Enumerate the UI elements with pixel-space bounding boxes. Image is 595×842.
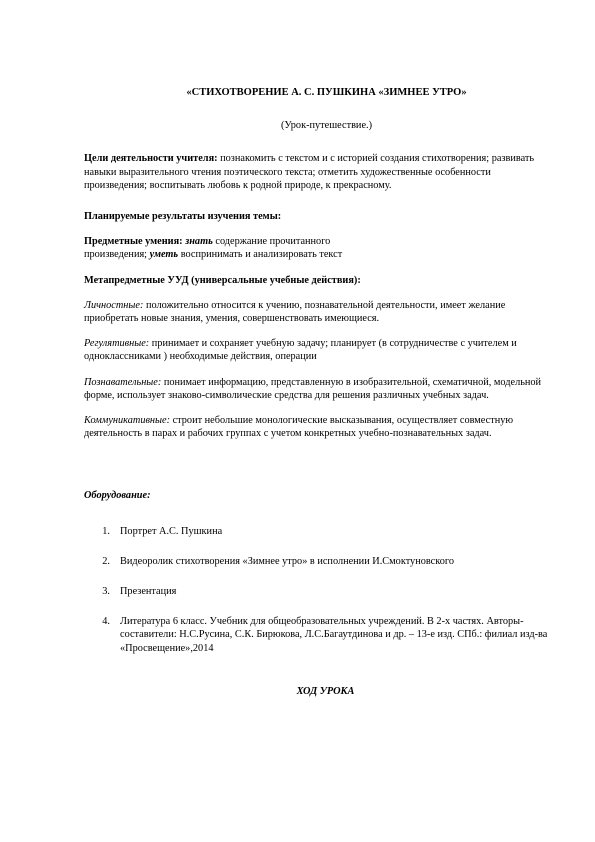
know-word: знать xyxy=(185,236,213,248)
equipment-list xyxy=(84,525,555,655)
document-title: «СТИХОТВОРЕНИЕ А. С. ПУШКИНА «ЗИМНЕЕ УТРО» xyxy=(186,87,467,98)
list-item xyxy=(84,615,555,655)
communicative-label: Коммуникативные: xyxy=(84,415,171,427)
list-item-text: Портрет А.С. Пушкина xyxy=(120,525,223,537)
list-item-text: Видеоролик стихотворения «Зимнее утро» в исполнении И.Смоктуновского xyxy=(120,555,454,567)
meta-heading: Метапредметные УУД (универсальные учебные действия): xyxy=(84,274,361,286)
list-item-number: 2. xyxy=(102,555,110,567)
cognitive-text: понимает информацию, представленную в изобразительной, схематичной, модельной форме, использует знаково-символические средства для решения различных учебных задач. xyxy=(84,376,542,401)
know-text: содержание прочитанного xyxy=(212,236,331,248)
list-item-text: Презентация xyxy=(120,586,177,598)
can-word: уметь xyxy=(149,249,179,261)
goals-text: познакомить с текстом и с историей создания стихотворения; развивать навыки выразительного чтения поэтического текста; отметить художественные особенности произведения; воспитывать любовь к родной природе, к прекрасному. xyxy=(84,153,535,191)
cognitive-uud xyxy=(84,376,555,402)
regulatory-uud xyxy=(84,337,555,363)
can-text: воспринимать и анализировать текст xyxy=(178,249,343,261)
list-item xyxy=(84,525,555,538)
document-subtitle: (Урок-путешествие.) xyxy=(280,120,373,132)
personal-text: положительно относится к учению, познавательной деятельности, имеет желание приобретать новые знания, умения, совершенствовать имеющиеся. xyxy=(84,299,506,325)
subject-line2-start: произведения; xyxy=(84,249,150,261)
list-item xyxy=(84,585,555,598)
equipment-heading: Оборудование: xyxy=(84,490,151,502)
list-item xyxy=(84,555,555,568)
communicative-uud xyxy=(84,414,555,440)
list-item-number: 4. xyxy=(102,616,110,628)
planned-results-heading: Планируемые результаты изучения темы: xyxy=(84,211,282,223)
cognitive-label: Познавательные: xyxy=(84,376,162,388)
goals-label: Цели деятельности учителя: xyxy=(84,153,218,165)
list-item-number: 1. xyxy=(102,525,110,537)
list-item-text: Литература 6 класс. Учебник для общеобразовательных учреждений. В 2-х частях. Авторы-составители: Н.С.Русина, С.К. Бирюкова, Л.С.Багаутдинова и др. – 13-е изд. СПб.: филиал изд-ва «Просвещение»,2014 xyxy=(120,616,548,654)
subject-skills-label: Предметные умения: xyxy=(84,236,183,248)
regulatory-label: Регулятивные: xyxy=(84,338,150,350)
personal-label: Личностные: xyxy=(84,299,144,311)
personal-uud xyxy=(84,299,555,325)
list-item-number: 3. xyxy=(102,586,110,598)
subject-skills xyxy=(84,235,555,261)
teacher-goals xyxy=(84,152,555,192)
communicative-text: строит небольшие монологические высказывания, осуществляет совместную деятельность в парах и рабочих группах с учетом конкретных учебно-познавательных задач. xyxy=(84,415,514,440)
course-heading: ХОД УРОКА xyxy=(296,685,355,697)
regulatory-text: принимает и сохраняет учебную задачу; планирует (в сотрудничестве с учителем и одноклассниками ) необходимые действия, операции xyxy=(84,338,517,363)
